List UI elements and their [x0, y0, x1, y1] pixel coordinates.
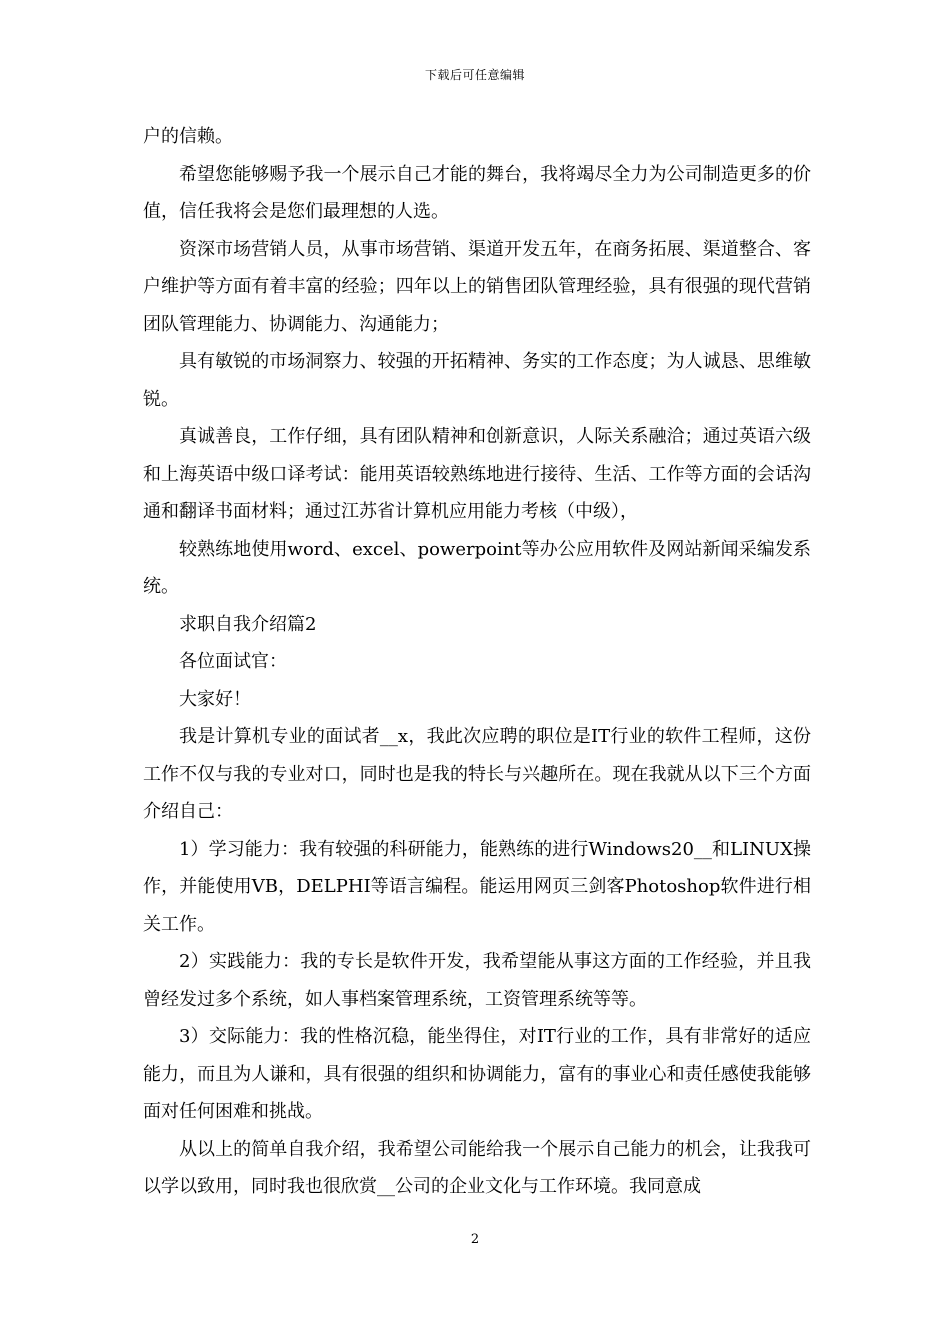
paragraph: 户的信赖。: [143, 126, 233, 147]
paragraph: 具有敏锐的市场洞察力、较强的开拓精神、务实的工作态度；为人诚恳、思维敏锐。: [143, 351, 811, 410]
document-body: [143, 118, 811, 1206]
paragraph: 1）学习能力：我有较强的科研能力，能熟练的进行Windows20__和LINUX操作，并能使用VB，DELPHI等语言编程。能运用网页三剑客Photoshop软件进行相关工作。: [143, 838, 811, 935]
paragraph: 我是计算机专业的面试者__x，我此次应聘的职位是IT行业的软件工程师，这份工作不仅与我的专业对口，同时也是我的特长与兴趣所在。现在我就从以下三个方面介绍自己：: [143, 726, 811, 822]
paragraph: 资深市场营销人员，从事市场营销、渠道开发五年，在商务拓展、渠道整合、客户维护等方面有着丰富的经验；四年以上的销售团队管理经验，具有很强的现代营销团队管理能力、协调能力、沟通能力；: [143, 238, 811, 335]
paragraph: 较熟练地使用word、excel、powerpoint等办公应用软件及网站新闻采编发系统。: [143, 538, 811, 597]
paragraph: 2）实践能力：我的专长是软件开发，我希望能从事这方面的工作经验，并且我曾经发过多个系统，如人事档案管理系统，工资管理系统等等。: [143, 951, 811, 1010]
greeting: 大家好！: [179, 688, 251, 710]
page-number: 2: [470, 1232, 480, 1247]
page-header: 下载后可任意编辑: [424, 68, 525, 82]
paragraph: 真诚善良，工作仔细，具有团队精神和创新意识，人际关系融洽；通过英语六级和上海英语中级口译考试：能用英语较熟练地进行接待、生活、工作等方面的会话沟通和翻译书面材料；通过江苏省计算机应用能力考核（中级），: [143, 426, 811, 522]
salutation: 各位面试官：: [179, 651, 287, 672]
paragraph: 3）交际能力：我的性格沉稳，能坐得住，对IT行业的工作，具有非常好的适应能力，而且为人谦和，具有很强的组织和协调能力，富有的事业心和责任感使我能够面对任何困难和挑战。: [143, 1026, 811, 1122]
section-heading: 求职自我介绍篇2: [179, 613, 317, 635]
paragraph: 希望您能够赐予我一个展示自己才能的舞台，我将竭尽全力为公司制造更多的价值，信任我将会是您们最理想的人选。: [143, 163, 811, 222]
paragraph: 从以上的简单自我介绍，我希望公司能给我一个展示自己能力的机会，让我我可以学以致用，同时我也很欣赏__公司的企业文化与工作环境。我同意成: [143, 1138, 811, 1197]
